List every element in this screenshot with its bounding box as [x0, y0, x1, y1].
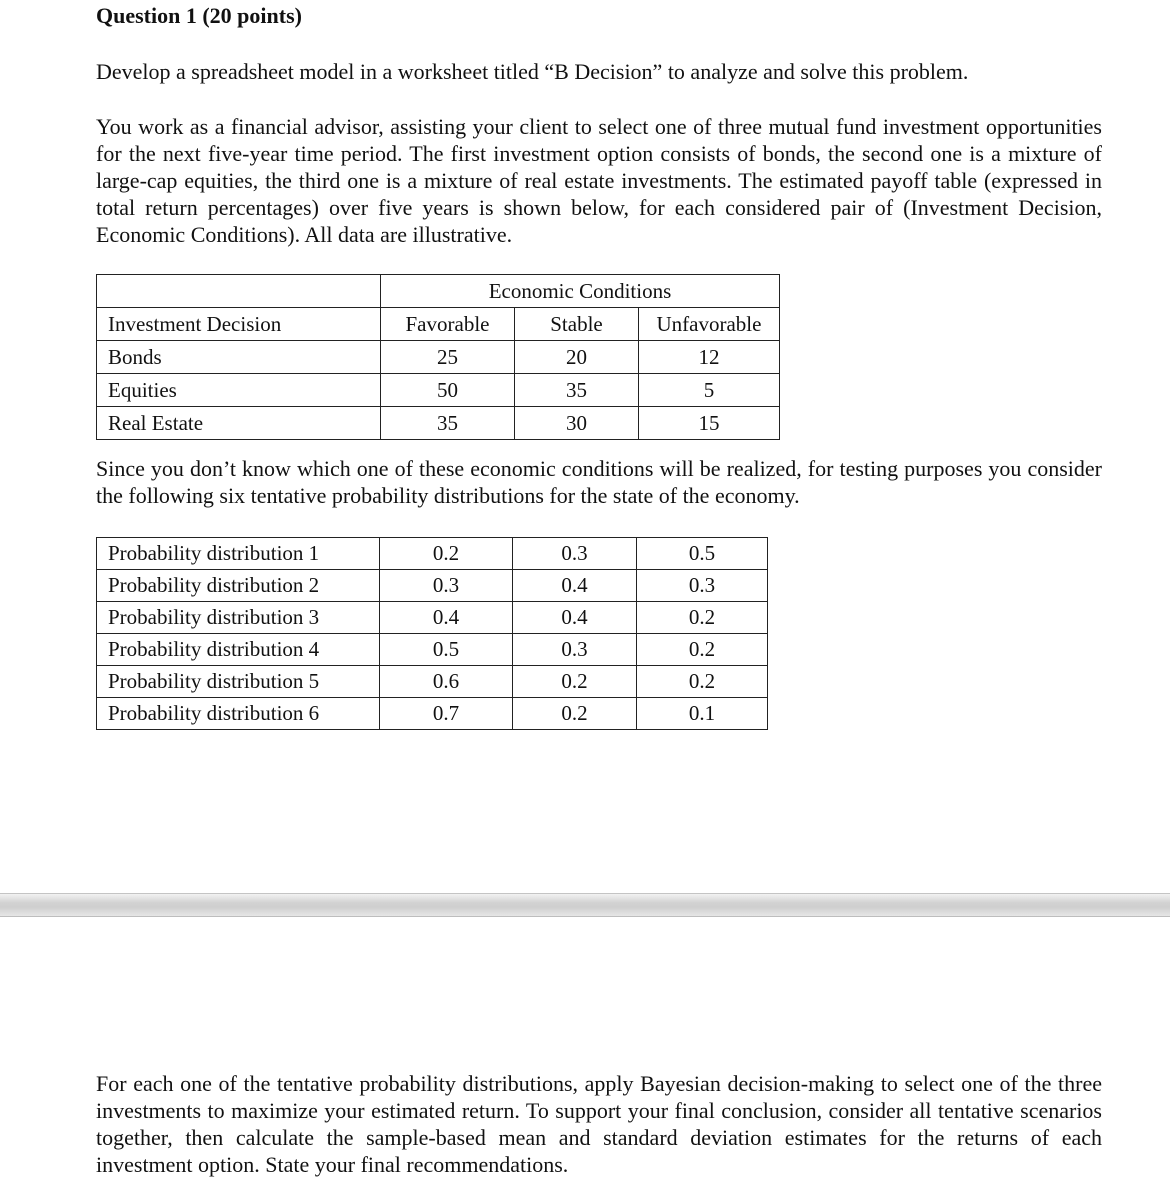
table-cell: 0.4 [513, 570, 637, 602]
table-cell: 50 [381, 374, 515, 407]
row-label: Equities [97, 374, 381, 407]
row-label: Probability distribution 1 [97, 538, 380, 570]
table-cell: 35 [381, 407, 515, 440]
row-label: Probability distribution 2 [97, 570, 380, 602]
table-row [97, 538, 768, 570]
column-header-favorable: Favorable [381, 308, 515, 341]
column-header-stable: Stable [515, 308, 639, 341]
probability-table [96, 537, 768, 730]
column-header-unfavorable: Unfavorable [639, 308, 780, 341]
question-title: Question 1 (20 points) [96, 3, 302, 28]
table-cell: 0.2 [637, 634, 768, 666]
page-divider-scrollbar[interactable] [0, 893, 1170, 917]
scenario-paragraph: You work as a financial advisor, assisting your client to select one of three mutual fund investment opportunities for the next five-year time period. The first investment option consists of bonds, the second one is a mixture of large-cap equities, the third one is a mixture of real estate investments. The estimated payoff table (expressed in total return percentages) over five years is shown below, for each considered pair of (Investment Decision, Economic Conditions). All data are illustrative. [96, 114, 1102, 247]
payoff-table [96, 274, 780, 440]
table-row [97, 570, 768, 602]
table-row [97, 634, 768, 666]
table-row [97, 407, 780, 440]
table-cell: 0.2 [513, 698, 637, 730]
table-row [97, 341, 780, 374]
table-cell: 0.2 [380, 538, 513, 570]
table-cell: 5 [639, 374, 780, 407]
table-cell: 0.3 [380, 570, 513, 602]
row-label: Bonds [97, 341, 381, 374]
table-cell: 0.3 [637, 570, 768, 602]
table-cell: 0.3 [513, 634, 637, 666]
table-cell: 0.2 [513, 666, 637, 698]
row-label: Probability distribution 4 [97, 634, 380, 666]
table-row [97, 602, 768, 634]
row-label: Probability distribution 6 [97, 698, 380, 730]
row-label: Probability distribution 5 [97, 666, 380, 698]
table-cell: 0.1 [637, 698, 768, 730]
table-cell: 35 [515, 374, 639, 407]
row-label: Real Estate [97, 407, 381, 440]
table-cell: 25 [381, 341, 515, 374]
table-cell: 0.3 [513, 538, 637, 570]
table-cell: 0.6 [380, 666, 513, 698]
investment-decision-header: Investment Decision [97, 308, 381, 341]
table-cell: 15 [639, 407, 780, 440]
table-row [97, 374, 780, 407]
table-cell: 12 [639, 341, 780, 374]
table-cell: 0.4 [380, 602, 513, 634]
instruction-paragraph: Develop a spreadsheet model in a worksheet titled “B Decision” to analyze and solve this problem. [96, 59, 969, 84]
table-cell: 0.5 [380, 634, 513, 666]
table-row [97, 666, 768, 698]
payoff-column-header-row [97, 308, 780, 341]
table-cell: 0.4 [513, 602, 637, 634]
table-cell: 0.2 [637, 666, 768, 698]
uncertainty-paragraph: Since you don’t know which one of these economic conditions will be realized, for testing purposes you consider the following six tentative probability distributions for the state of the economy. [96, 456, 1102, 508]
table-cell: 20 [515, 341, 639, 374]
table-cell: 30 [515, 407, 639, 440]
table-cell: 0.5 [637, 538, 768, 570]
task-paragraph: For each one of the tentative probability distributions, apply Bayesian decision-making to select one of the three investments to maximize your estimated return. To support your final conclusion, consider all tentative scenarios together, then calculate the sample-based mean and standard deviation estimates for the returns of each investment option. State your final recommendations. [96, 1071, 1102, 1177]
payoff-group-header-row [97, 275, 780, 308]
table-row [97, 698, 768, 730]
table-cell: 0.7 [380, 698, 513, 730]
economic-conditions-header: Economic Conditions [381, 275, 780, 308]
empty-corner-cell [97, 275, 381, 308]
table-cell: 0.2 [637, 602, 768, 634]
row-label: Probability distribution 3 [97, 602, 380, 634]
